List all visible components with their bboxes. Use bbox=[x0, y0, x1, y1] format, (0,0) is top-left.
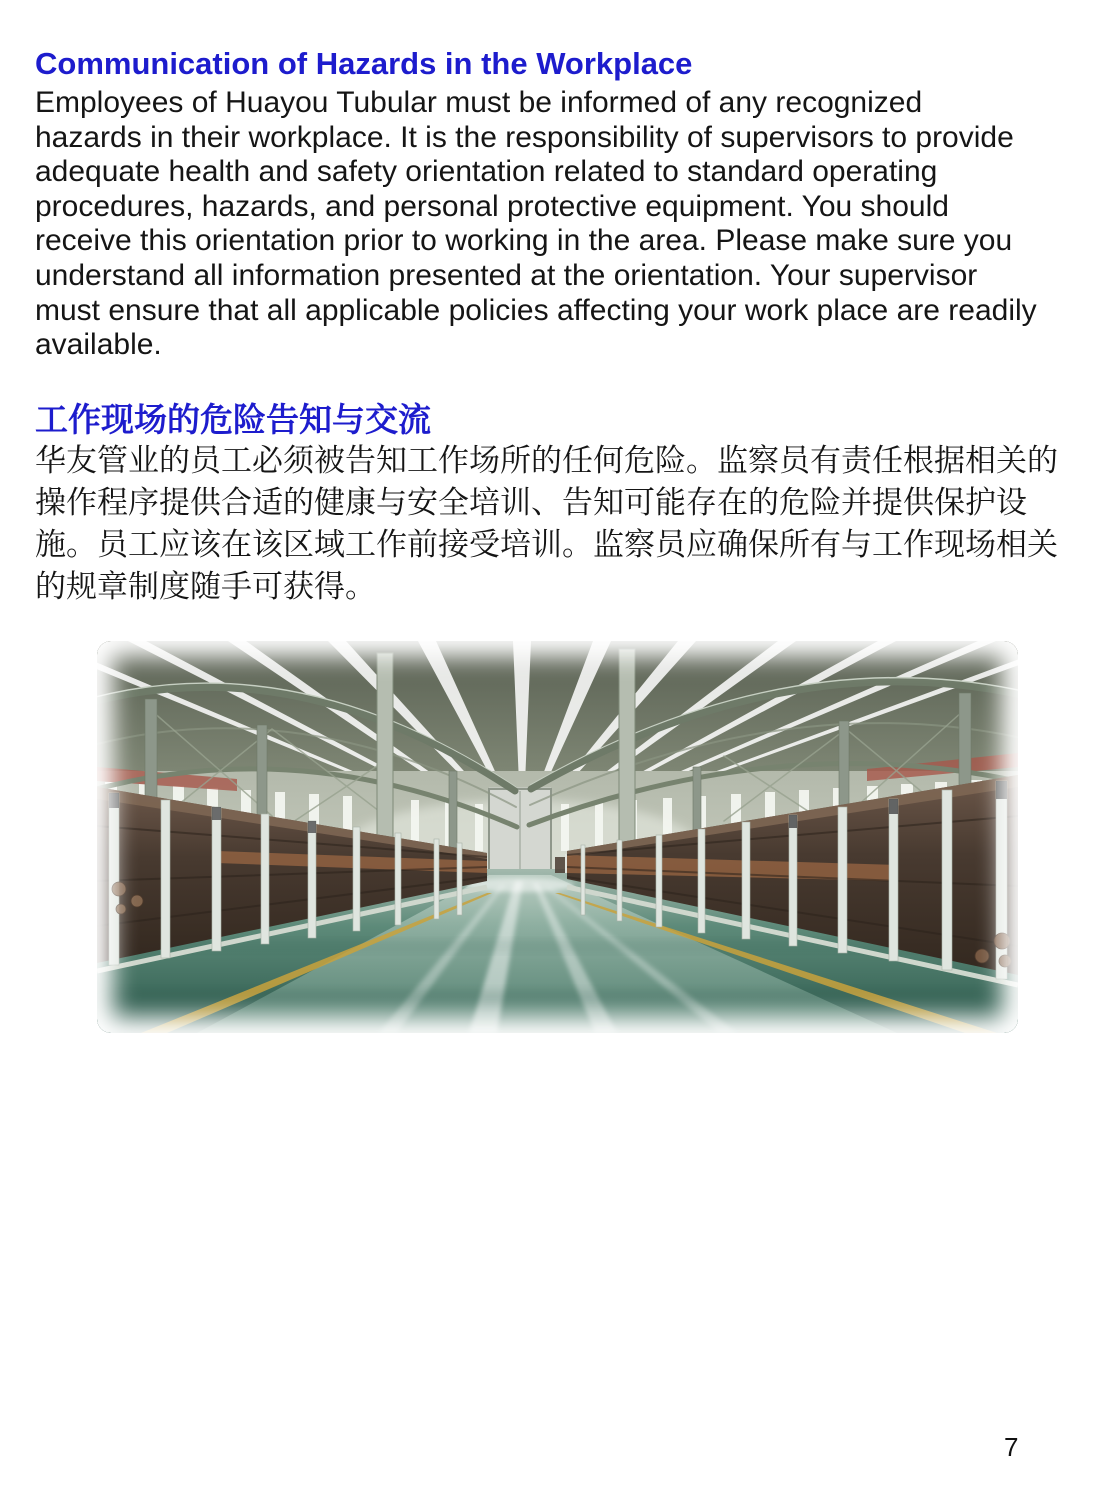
paragraph-line: Employees of Huayou Tubular must be informed of any recognized bbox=[35, 86, 923, 119]
paragraph-line: hazards in their workplace. It is the responsibility of supervisors to provide bbox=[35, 120, 1014, 154]
paragraph-line: 的规章制度随手可获得。 bbox=[35, 569, 376, 604]
paragraph-line: must ensure that all applicable policies affecting your work place are readily bbox=[35, 293, 1037, 327]
paragraph-line: receive this orientation prior to working in the area. Please make sure you bbox=[35, 224, 1013, 258]
chinese-paragraph bbox=[35, 440, 1058, 608]
paragraph-line: 华友管业的员工必须被告知工作场所的任何危险。监察员有责任根据相关的 bbox=[35, 443, 1058, 478]
english-paragraph bbox=[35, 86, 1037, 363]
paragraph-line: 操作程序提供合适的健康与安全培训、告知可能存在的危险并提供保护设 bbox=[35, 485, 1027, 520]
paragraph-line: 施。员工应该在该区域工作前接受培训。监察员应确保所有与工作现场相关 bbox=[35, 527, 1058, 562]
factory-warehouse-photo bbox=[97, 641, 1018, 1033]
section-heading-chinese: 工作现场的危险告知与交流 bbox=[35, 401, 431, 438]
paragraph-line: adequate health and safety orientation related to standard operating bbox=[35, 155, 938, 189]
paragraph-line: available. bbox=[35, 328, 162, 362]
paragraph-line: understand all information presented at the orientation. Your supervisor bbox=[35, 258, 978, 292]
section-heading-english: Communication of Hazards in the Workplace bbox=[35, 46, 693, 81]
page-number: 7 bbox=[1004, 1432, 1019, 1462]
paragraph-line: procedures, hazards, and personal protective equipment. You should bbox=[35, 189, 949, 223]
factory-photo-illustration bbox=[97, 641, 1018, 1033]
